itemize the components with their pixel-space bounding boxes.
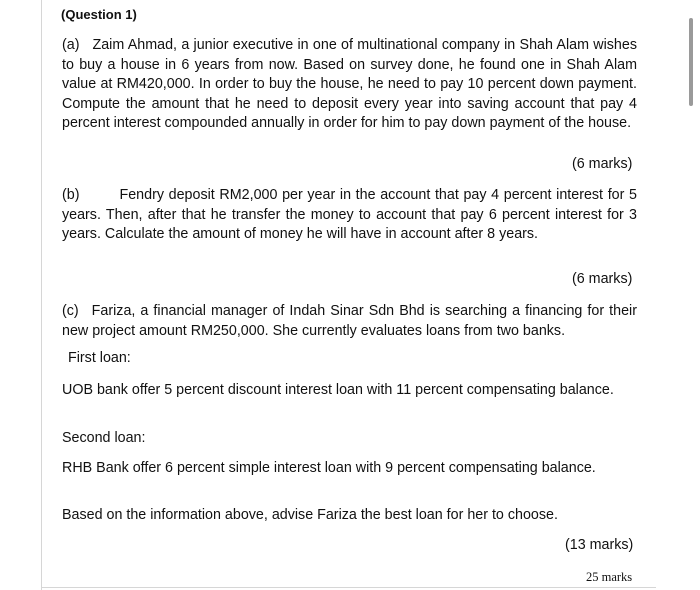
part-c-text: Fariza, a financial manager of Indah Sinar Sdn Bhd is searching a financing for their new project amount RM250,000. She currently evaluates loans from two banks. bbox=[62, 303, 637, 339]
part-a-label: (a) bbox=[62, 37, 80, 53]
part-c-label: (c) bbox=[62, 303, 79, 319]
part-c-paragraph bbox=[62, 302, 637, 341]
part-c-marks: (13 marks) bbox=[565, 537, 634, 553]
part-a-text: Zaim Ahmad, a junior executive in one of multinational company in Shah Alam wishes to buy a house in 6 years from now. Based on survey done, he found one in Shah Alam value at RM420,000. In order to buy the house, he need to pay 10 percent down payment. Compute the amount that he need to deposit every year into saving account that pay 4 percent interest compounded annually in order for him to pay down payment of the house. bbox=[62, 37, 637, 131]
part-a-marks: (6 marks) bbox=[572, 156, 633, 172]
part-b-label: (b) bbox=[62, 187, 80, 203]
scrollbar-thumb[interactable] bbox=[689, 18, 693, 106]
part-b-marks: (6 marks) bbox=[572, 271, 633, 287]
second-loan-heading: Second loan: bbox=[62, 430, 146, 446]
total-marks: 25 marks bbox=[586, 570, 633, 584]
question-title: (Question 1) bbox=[61, 7, 137, 22]
first-loan-heading: First loan: bbox=[68, 350, 131, 366]
part-a-paragraph bbox=[62, 36, 637, 134]
page-bottom-border bbox=[41, 587, 656, 588]
second-loan-text: RHB Bank offer 6 percent simple interest loan with 9 percent compensating balance. bbox=[62, 460, 596, 476]
part-c-instruction: Based on the information above, advise Fariza the best loan for her to choose. bbox=[62, 507, 558, 523]
page-left-border bbox=[41, 0, 42, 590]
part-b-paragraph bbox=[62, 186, 637, 245]
first-loan-text: UOB bank offer 5 percent discount interest loan with 11 percent compensating balance. bbox=[62, 382, 614, 398]
part-b-text: Fendry deposit RM2,000 per year in the account that pay 4 percent interest for 5 years. Then, after that he transfer the money to account that pay 6 percent interest for 3 years. Calculate the amount of money he will have in account after 8 years. bbox=[62, 187, 637, 242]
